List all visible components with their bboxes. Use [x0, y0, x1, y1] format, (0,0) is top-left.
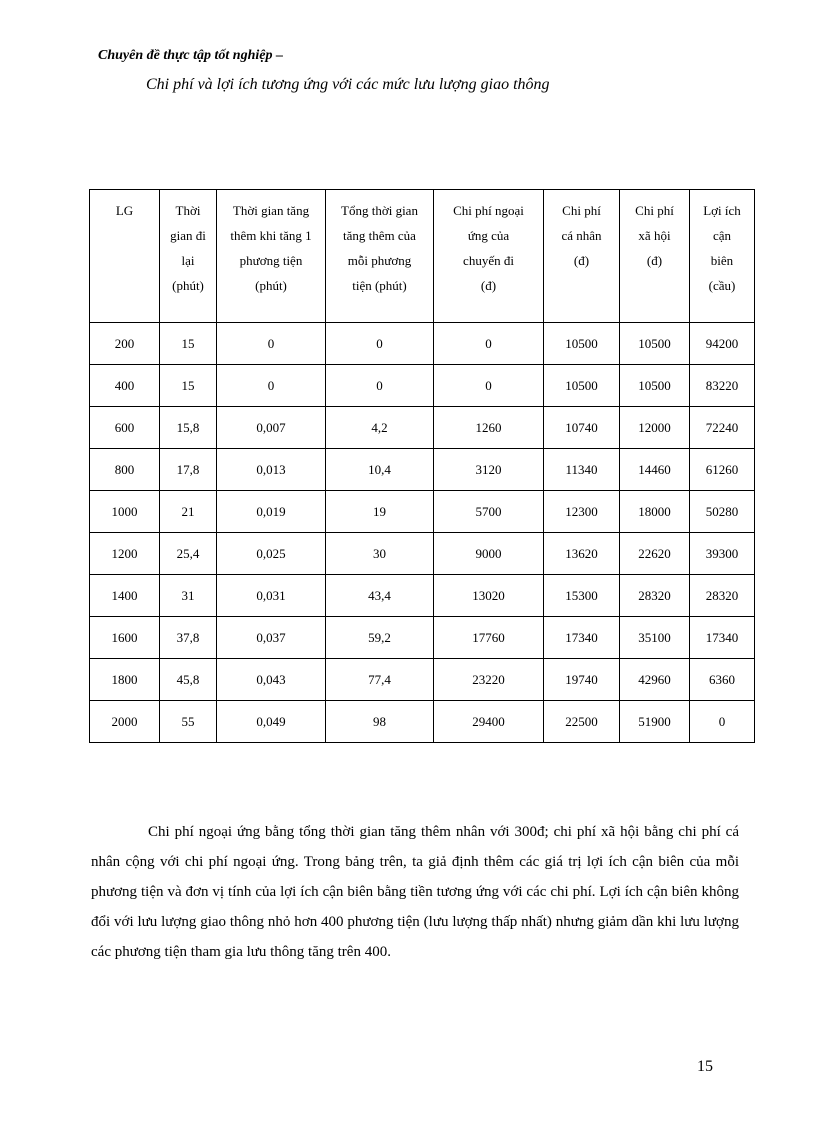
- table-cell: 0,013: [217, 449, 326, 491]
- table-body: [90, 323, 755, 743]
- table-cell: 0: [326, 365, 434, 407]
- table-header-row: [90, 190, 755, 323]
- table-cell: 18000: [620, 491, 690, 533]
- table-cell: 1000: [90, 491, 160, 533]
- table-cell: 17760: [434, 617, 544, 659]
- table-cell: 10500: [544, 365, 620, 407]
- header-line: Chi phí: [562, 203, 601, 218]
- table-cell: 10740: [544, 407, 620, 449]
- header-line: lại: [181, 253, 195, 268]
- table-cell: 94200: [690, 323, 755, 365]
- header-line: (đ): [573, 253, 590, 268]
- table-row: [90, 491, 755, 533]
- table-cell: 50280: [690, 491, 755, 533]
- table-cell: 59,2: [326, 617, 434, 659]
- table-cell: 61260: [690, 449, 755, 491]
- header-line: (phút): [172, 278, 204, 293]
- table-row: [90, 701, 755, 743]
- table-cell: 13020: [434, 575, 544, 617]
- table-cell: 15,8: [160, 407, 217, 449]
- document-header-subtitle: Chi phí và lợi ích tương ứng với các mức lưu lượng giao thông: [146, 76, 550, 93]
- col-header-travel-time: [160, 190, 217, 323]
- table-cell: 0,019: [217, 491, 326, 533]
- header-line: Chi phí ngoại: [453, 203, 524, 218]
- table-row: [90, 449, 755, 491]
- table-cell: 72240: [690, 407, 755, 449]
- table-cell: 43,4: [326, 575, 434, 617]
- table-cell: 0,043: [217, 659, 326, 701]
- col-header-total-added-time: [326, 190, 434, 323]
- table-cell: 39300: [690, 533, 755, 575]
- table-cell: 12300: [544, 491, 620, 533]
- table-cell: 0,049: [217, 701, 326, 743]
- table-cell: 0,007: [217, 407, 326, 449]
- table-cell: 0,037: [217, 617, 326, 659]
- table-cell: 35100: [620, 617, 690, 659]
- table-cell: 0: [434, 323, 544, 365]
- col-header-social-cost: [620, 190, 690, 323]
- document-header-title: Chuyên đề thực tập tốt nghiệp –: [98, 48, 283, 63]
- paragraph-text: Chi phí ngoại ứng bằng tổng thời gian tăng thêm nhân với 300đ; chi phí xã hội bằng chi phí cá nhân cộng với chi phí ngoại ứng. Trong bảng trên, ta giả định thêm các giá trị lợi ích cận biên của mỗi phương tiện và đơn vị tính của lợi ích cận biên bằng tiền tương ứng với các chi phí. Lợi ích cận biên không đổi với lưu lượng giao thông nhỏ hơn 400 phương tiện (lưu lượng thấp nhất) nhưng giảm dần khi lưu lượng các phương tiện tham gia lưu thông tăng trên 400.: [91, 824, 739, 960]
- table-cell: 45,8: [160, 659, 217, 701]
- table-cell: 6360: [690, 659, 755, 701]
- table-cell: 30: [326, 533, 434, 575]
- header-line: gian đi: [170, 228, 206, 243]
- table-cell: 12000: [620, 407, 690, 449]
- table-cell: 19: [326, 491, 434, 533]
- col-header-added-time: [217, 190, 326, 323]
- table-row: [90, 617, 755, 659]
- header-line: (đ): [646, 253, 663, 268]
- header-line: LG: [115, 203, 134, 218]
- table-cell: 51900: [620, 701, 690, 743]
- table-cell: 1400: [90, 575, 160, 617]
- table-cell: 77,4: [326, 659, 434, 701]
- header-line: tiện (phút): [352, 278, 407, 293]
- table-cell: 400: [90, 365, 160, 407]
- table-cell: 600: [90, 407, 160, 449]
- table-cell: 19740: [544, 659, 620, 701]
- table-cell: 21: [160, 491, 217, 533]
- table-cell: 17340: [544, 617, 620, 659]
- table-cell: 14460: [620, 449, 690, 491]
- header-line: biên: [710, 253, 734, 268]
- page-number: 15: [697, 1058, 713, 1075]
- header-line: mỗi phương: [347, 253, 412, 268]
- header-line: Thời gian tăng: [232, 203, 310, 218]
- table-row: [90, 533, 755, 575]
- header-line: ứng của: [467, 228, 510, 243]
- table-cell: 9000: [434, 533, 544, 575]
- table-cell: 17,8: [160, 449, 217, 491]
- table-cell: 0: [434, 365, 544, 407]
- table-cell: 25,4: [160, 533, 217, 575]
- table-cell: 800: [90, 449, 160, 491]
- explanation-paragraph: [91, 817, 739, 967]
- table-cell: 10500: [544, 323, 620, 365]
- header-line: phương tiện: [239, 253, 303, 268]
- table-cell: 15: [160, 365, 217, 407]
- table-cell: 29400: [434, 701, 544, 743]
- col-header-external-cost: [434, 190, 544, 323]
- header-line: (phút): [255, 278, 287, 293]
- header-line: cận: [712, 228, 732, 243]
- header-line: Lợi ích: [703, 203, 741, 218]
- table-row: [90, 365, 755, 407]
- header-line: thêm khi tăng 1: [230, 228, 312, 243]
- table-cell: 10,4: [326, 449, 434, 491]
- table-cell: 22620: [620, 533, 690, 575]
- table-cell: 0,025: [217, 533, 326, 575]
- table-cell: 1800: [90, 659, 160, 701]
- table-row: [90, 323, 755, 365]
- table-cell: 0: [217, 323, 326, 365]
- col-header-private-cost: [544, 190, 620, 323]
- header-line: Tổng thời gian: [341, 203, 418, 218]
- table-cell: 0: [217, 365, 326, 407]
- table-cell: 11340: [544, 449, 620, 491]
- table-cell: 2000: [90, 701, 160, 743]
- table-cell: 200: [90, 323, 160, 365]
- table-cell: 15300: [544, 575, 620, 617]
- header-line: xã hội: [638, 228, 671, 243]
- table-cell: 55: [160, 701, 217, 743]
- table-cell: 28320: [620, 575, 690, 617]
- table-cell: 83220: [690, 365, 755, 407]
- table-row: [90, 407, 755, 449]
- table-cell: 1260: [434, 407, 544, 449]
- table-cell: 31: [160, 575, 217, 617]
- table-cell: 0: [690, 701, 755, 743]
- table-cell: 10500: [620, 323, 690, 365]
- table-cell: 13620: [544, 533, 620, 575]
- header-line: Thời: [175, 203, 201, 218]
- table-cell: 1200: [90, 533, 160, 575]
- header-line: (cầu): [708, 278, 736, 293]
- header-line: tăng thêm của: [343, 228, 416, 243]
- table-cell: 0: [326, 323, 434, 365]
- table-cell: 0,031: [217, 575, 326, 617]
- table-row: [90, 575, 755, 617]
- header-line: (đ): [480, 278, 497, 293]
- col-header-lg: [90, 190, 160, 323]
- table-cell: 10500: [620, 365, 690, 407]
- col-header-marginal-benefit: [690, 190, 755, 323]
- table-cell: 4,2: [326, 407, 434, 449]
- table-cell: 1600: [90, 617, 160, 659]
- header-line: chuyến đi: [463, 253, 514, 268]
- table-cell: 3120: [434, 449, 544, 491]
- cost-benefit-table: [89, 189, 755, 743]
- header-line: Chi phí: [635, 203, 674, 218]
- table-cell: 5700: [434, 491, 544, 533]
- table-cell: 28320: [690, 575, 755, 617]
- table-cell: 15: [160, 323, 217, 365]
- table-cell: 42960: [620, 659, 690, 701]
- table-cell: 22500: [544, 701, 620, 743]
- table-cell: 98: [326, 701, 434, 743]
- table-cell: 23220: [434, 659, 544, 701]
- table-cell: 37,8: [160, 617, 217, 659]
- table-cell: 17340: [690, 617, 755, 659]
- table-row: [90, 659, 755, 701]
- header-line: cá nhân: [561, 228, 602, 243]
